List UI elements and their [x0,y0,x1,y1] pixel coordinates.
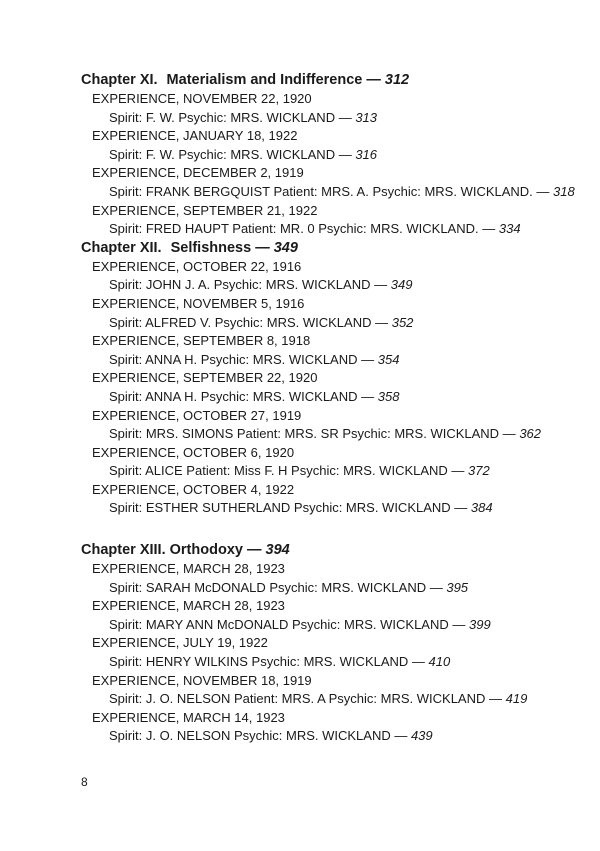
spirit-entry [81,183,581,202]
spirit-text: Spirit: F. W. Psychic: MRS. WICKLAND — [109,109,352,125]
spirit-text: Spirit: ALFRED V. Psychic: MRS. WICKLAND — [109,314,389,330]
experience-entry: EXPERIENCE, MARCH 28, 1923 [92,598,285,614]
page-number: 8 [81,775,88,789]
experience-entry: EXPERIENCE, DECEMBER 2, 1919 [92,165,304,181]
chapter-subject: Materialism and Indifference — [166,72,381,88]
chapter-number: Chapter XII. [81,239,162,256]
spirit-entry [81,653,581,672]
spirit-text: Spirit: MARY ANN McDONALD Psychic: MRS. WICKLAND — [109,616,466,632]
chapter-page: 312 [384,72,410,88]
entry-page: 313 [355,109,378,125]
experience-entry: EXPERIENCE, OCTOBER 6, 1920 [92,444,295,460]
spirit-text: Spirit: F. W. Psychic: MRS. WICKLAND — [109,146,352,162]
chapter-heading [81,541,581,560]
spirit-text: Spirit: HENRY WILKINS Psychic: MRS. WICKLAND — [109,654,425,670]
chapter-number: Chapter XI. [81,72,158,88]
experience-entry: EXPERIENCE, JANUARY 18, 1922 [92,128,298,144]
entry-page: 419 [505,691,528,707]
chapter-page: 394 [265,542,290,559]
experience-entry: EXPERIENCE, JULY 19, 1922 [92,635,268,651]
spirit-text: Spirit: ALICE Patient: Miss F. H Psychic: MRS. WICKLAND — [109,463,465,479]
chapter-heading [81,239,581,258]
entry-page: 349 [390,277,413,293]
entry-page: 316 [355,146,378,162]
chapter-subject: Orthodoxy — [169,542,262,559]
spirit-text: Spirit: SARAH McDONALD Psychic: MRS. WICKLAND — [109,579,443,595]
chapter-xiii [81,541,581,746]
chapter-xi [81,71,581,239]
experience-entry: EXPERIENCE, OCTOBER 27, 1919 [92,407,302,423]
entry-page: 358 [377,388,400,404]
spirit-entry [81,388,581,407]
spirit-entry [81,314,581,333]
spirit-entry [81,616,581,635]
spirit-entry [81,109,581,128]
entry-page: 354 [377,351,400,367]
entry-page: 334 [498,221,521,237]
spirit-entry [81,220,581,239]
table-of-contents [81,71,581,746]
entry-page: 399 [468,616,491,632]
spirit-text: Spirit: J. O. NELSON Patient: MRS. A Psychic: MRS. WICKLAND — [109,691,502,707]
entry-page: 372 [468,463,490,479]
spirit-text: Spirit: FRED HAUPT Patient: MR. 0 Psychic: MRS. WICKLAND. — [109,221,496,237]
spirit-entry [81,579,581,598]
spirit-text: Spirit: JOHN J. A. Psychic: MRS. WICKLAND — [109,277,388,293]
chapter-xii [81,239,581,518]
spirit-entry [81,499,581,518]
experience-entry: EXPERIENCE, SEPTEMBER 8, 1918 [92,333,311,349]
entry-page: 318 [553,183,575,199]
spirit-text: Spirit: FRANK BERGQUIST Patient: MRS. A. Psychic: MRS. WICKLAND. — [109,183,550,199]
experience-entry: EXPERIENCE, NOVEMBER 22, 1920 [92,91,312,106]
spirit-text: Spirit: MRS. SIMONS Patient: MRS. SR Psychic: MRS. WICKLAND — [109,426,516,442]
spirit-entry [81,351,581,370]
spirit-text: Spirit: J. O. NELSON Psychic: MRS. WICKLAND — [109,728,408,744]
spirit-entry [81,462,581,481]
chapter-number: Chapter XIII. [81,542,166,559]
experience-entry: EXPERIENCE, SEPTEMBER 21, 1922 [92,202,318,218]
spirit-entry [81,690,581,709]
experience-entry: EXPERIENCE, MARCH 14, 1923 [92,709,285,725]
spirit-entry [81,276,581,295]
experience-entry: EXPERIENCE, NOVEMBER 5, 1916 [92,295,305,311]
experience-entry: EXPERIENCE, MARCH 28, 1923 [92,561,285,577]
spirit-entry [81,727,581,746]
experience-entry: EXPERIENCE, OCTOBER 22, 1916 [92,258,302,274]
spirit-text: Spirit: ANNA H. Psychic: MRS. WICKLAND — [109,351,375,367]
entry-page: 410 [428,654,451,670]
experience-entry: EXPERIENCE, NOVEMBER 18, 1919 [92,672,312,688]
spirit-text: Spirit: ANNA H. Psychic: MRS. WICKLAND — [109,388,375,404]
chapter-heading [81,71,581,90]
chapter-page: 349 [273,239,298,256]
spirit-text: Spirit: ESTHER SUTHERLAND Psychic: MRS. WICKLAND — [109,500,468,516]
spirit-entry [81,425,581,444]
entry-page: 362 [519,426,542,442]
experience-entry: EXPERIENCE, SEPTEMBER 22, 1920 [92,370,318,386]
spirit-entry [81,146,581,165]
entry-page: 352 [391,314,414,330]
entry-page: 439 [410,728,433,744]
experience-entry: EXPERIENCE, OCTOBER 4, 1922 [92,481,295,497]
chapter-subject: Selfishness — [170,239,270,256]
entry-page: 395 [446,579,469,595]
entry-page: 384 [470,500,493,516]
